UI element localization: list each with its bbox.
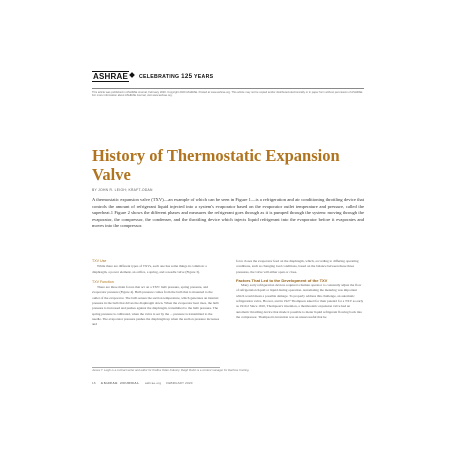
footer-journal-name: ASHRAE JOURNAL xyxy=(100,381,140,385)
paragraph-factors: Many early refrigeration devices required a human operator to constantly adjust the flow of refrigeration liquid or liquid during operation. Automating the metering was important which would mean a possible damage. To properly address this challenge, an automatic refrigeration valve, Hoover, and in 1927 Thompson asked for their patent2 for a TXV as early as 1910.2 Since 1910, Thompson's invention, a thermostatic expansion valve had an automatic throttling device that made it possible to meter liquid refrigerant flowing back into the compressor. Thompson's invention was an unsuccessful that he xyxy=(236,283,364,319)
footer-website: ashrae.org xyxy=(144,381,162,385)
paragraph-continued: force closes the evaporator feed on the diaphragm, which, according to differing operating conditions, such as changing load conditions, based on the balance between these three pressures, the valve will either open or close. xyxy=(236,259,359,274)
ashrae-logo xyxy=(92,71,134,82)
celebrating-suffix: YEARS xyxy=(194,73,214,80)
body-column-left xyxy=(92,259,220,328)
body-column-right xyxy=(236,259,364,320)
journal-header xyxy=(92,65,382,87)
article-title: History of Thermostatic Expansion Valve xyxy=(92,146,340,184)
logo-hexagon-icon xyxy=(129,72,135,78)
footer-date: FEBRUARY 2020 xyxy=(166,381,193,385)
copyright-notice: This article was published in ASHRAE Journal, February 2020. Copyright 2020 ASHRAE. Posted at www.ashrae.org. This article may not be copied and/or distributed electronically or in paper form without permission of ASHRAE. For more information about ASHRAE Journal, visit www.ashrae.org. xyxy=(92,91,364,98)
page-footer xyxy=(92,381,364,385)
header-divider xyxy=(92,88,364,89)
section-heading-factors: Factors That Led to the Development of the TXV xyxy=(236,277,328,283)
paragraph-txv-use: While there are different types of TXVs, each one has some things in common: a diaphragm, a power element, an orifice, a spring, and a needle valve (Figure 3). xyxy=(92,264,207,274)
anniversary-banner xyxy=(139,73,213,80)
celebrating-number: 125 xyxy=(181,72,193,80)
page-number: 16 xyxy=(92,381,96,385)
article-byline: BY JOHN R. LEIGH; KRAFT-ODAN xyxy=(92,188,153,192)
paragraph-txv-function: There are three main forces that act on a TXV: bulb pressure, spring pressure, and evaporator pressure (Figure 4). Bulb pressure comes from the bulb that is mounted to the outlet of the evaporator. The bulb senses the suction temperature, which generates an internal pressure in the bulb that drives the diaphragm down. When the evaporator heat rises, the bulb pressure is increased and pushes against the diaphragm, transmitted to the bulb pressure. The spring pressure is calibrated, when the valve is set by the ... pressure is transmitted to the needle. The evaporator pressure pushes the diaphragm up when the suction pressure increases and xyxy=(92,285,220,327)
celebrating-prefix: CELEBRATING xyxy=(138,73,180,80)
section-heading-txv-function: TXV Function xyxy=(92,279,114,284)
author-footnote: James T. Leigh is a contract writer and editor for Kraftus Odan Industry. Reigh Rubin is a content manager for Danfoss Cooling. xyxy=(92,368,250,372)
article-intro: A thermostatic expansion valve (TXV)—an example of which can be seen in Figure 1—is a refrigeration and air conditioning throttling device that controls the amount of refrigerant liquid injected into a system's evaporator based on the evaporator outlet temperature and pressure, called the superheat.1 Figure 2 shows the different phases and measures the refrigerant goes through as it is pumped through the system: moving through the evaporator, the compressor, the condenser, and the throttling device which injects liquid refrigerant into the evaporator before it evaporates and moves into the compressor. xyxy=(92,197,364,229)
section-heading-txv-use: TXV Use xyxy=(92,259,107,263)
logo-text: ASHRAE xyxy=(93,71,128,81)
